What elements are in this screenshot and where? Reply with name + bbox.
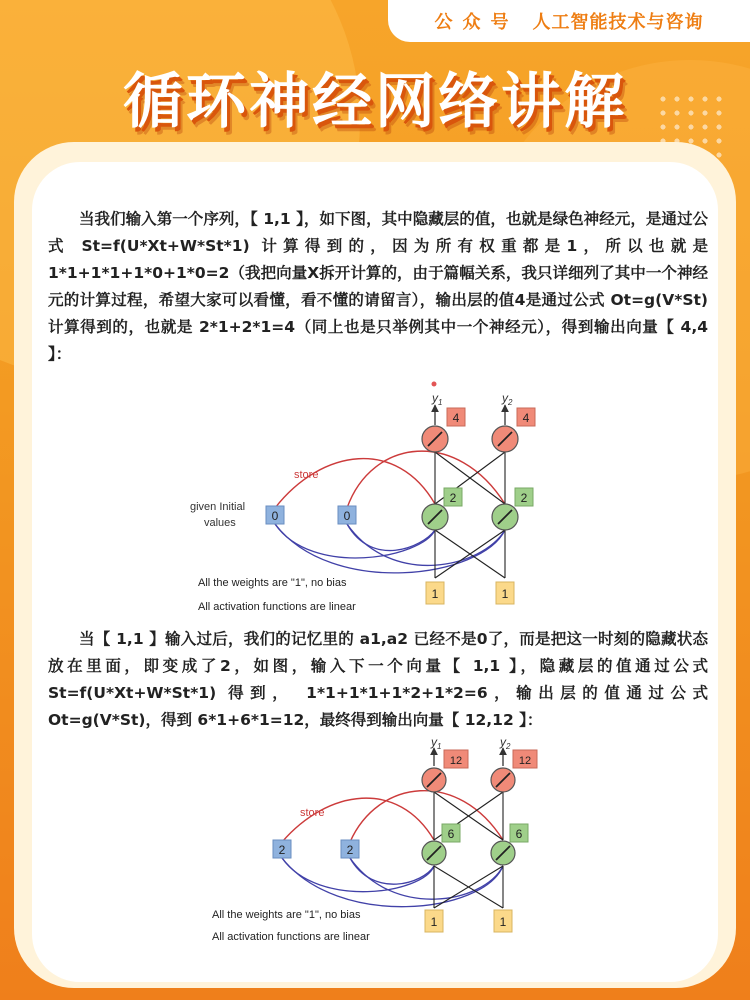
store-label: store [294, 469, 319, 481]
y1-label: $y_1$ [432, 391, 443, 407]
store-curve-1 [282, 798, 434, 842]
paragraph-1-container [48, 206, 708, 368]
memory-wire [275, 524, 435, 558]
memory-value-a1: 0 [271, 509, 279, 523]
memory-wire [347, 524, 505, 565]
memory-wire [350, 858, 434, 884]
given-values-label: values [204, 517, 236, 529]
store-curve-1 [275, 459, 435, 508]
red-dot [432, 382, 437, 387]
memory-wire [347, 524, 435, 551]
memory-value-a2: 2 [346, 843, 354, 857]
paragraph-2-container [48, 626, 708, 734]
weights-note: All the weights are "1", no bias [212, 909, 361, 921]
input-value-1: 1 [431, 587, 439, 601]
hidden-value-1: 2 [449, 491, 457, 505]
store-label: store [300, 807, 325, 819]
memory-wire [282, 858, 503, 907]
badge-account-name: 人工智能技术与咨询 [532, 12, 704, 33]
memory-wire [275, 524, 505, 573]
store-curve-2 [347, 451, 505, 508]
output-value-2: 12 [518, 755, 532, 767]
input-value-2: 1 [501, 587, 509, 601]
paragraph-2: 当【 1,1 】输入过后，我们的记忆里的 a1,a2 已经不是0了，而是把这一时刻的隐藏状态放在里面，即变成了2，如图，输入下一个向量【 1,1 】，隐藏层的值通过公式St=f(U*Xt+W*St*1) 得到， 1*1+1*1+1*2+1*2=6，输出层的值通过公式Ot=g(V*St)，得到 6*1+6*1=12，最终得到输出向量【 12,12 】： [48, 630, 708, 729]
badge-label: 公众号 [434, 12, 519, 33]
memory-value-a2: 0 [343, 509, 351, 523]
output-value-1: 12 [449, 755, 463, 767]
output-value-1: 4 [452, 411, 460, 425]
memory-wire [350, 858, 503, 899]
hidden-value-2: 2 [520, 491, 528, 505]
output-value-2: 4 [522, 411, 530, 425]
page-title: 循环神经网络讲解 [123, 67, 627, 137]
paragraph-1: 当我们输入第一个序列，【 1,1 】，如下图，其中隐藏层的值，也就是绿色神经元，是通过公式 St=f(U*Xt+W*St*1) 计算得到的，因为所有权重都是1，所以也就是 1*1+1*1+1*0+1*0=2（我把向量X拆开计算的，由于篇幅关系，我只详细列了其中一个神经元的计算过程，希望大家可以看懂，看不懂的请留言），输出层的值4是通过公式 Ot=g(V*St) 计算得到的，也就是 2*1+2*1=4（同上也是只举例其中一个神经元），得到输出向量【 4,4 】： [48, 210, 708, 363]
rnn-figure-1 [182, 378, 562, 622]
account-badge [388, 0, 750, 42]
rnn-diagram-1 [182, 378, 562, 618]
input-value-2: 1 [499, 915, 507, 929]
rnn-diagram-2 [198, 734, 548, 948]
weights-note: All the weights are "1", no bias [198, 577, 347, 589]
activation-note: All activation functions are linear [198, 601, 356, 613]
y2-label: $y_2$ [500, 735, 511, 751]
hidden-value-2: 6 [515, 827, 523, 841]
y2-label: $y_2$ [502, 391, 513, 407]
input-value-1: 1 [430, 915, 438, 929]
activation-note: All activation functions are linear [212, 931, 370, 943]
hidden-value-1: 6 [447, 827, 455, 841]
memory-wire [282, 858, 434, 892]
y1-label: $y_1$ [431, 735, 442, 751]
memory-value-a1: 2 [278, 843, 286, 857]
given-initial-label: given Initial [190, 501, 246, 513]
rnn-figure-2 [198, 734, 548, 952]
